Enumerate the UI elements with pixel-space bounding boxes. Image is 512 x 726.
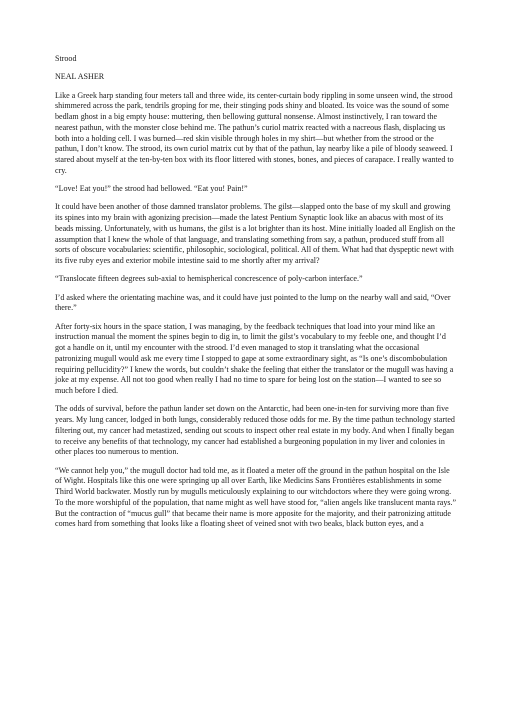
paragraph: I’d asked where the orientating machine was, and it could have just pointed to the lump on the nearby wall and said, “Over there.” (55, 292, 451, 313)
paragraph: The odds of survival, before the pathun lander set down on the Antarctic, had been one-in-ten for surviving more than five years. My lung cancer, lodged in both lungs, considerably reduced those odds for me. By the time pathun technology started filtering out, my cancer had metastized, sending out scouts to inspect other real estate in my body. And when I finally began to receive any benefits of that technology, my cancer had established a burgeoning population in my liver and colonies in other places too numerous to mention. (55, 404, 455, 457)
paragraph: “We cannot help you,” the mugull doctor had told me, as it floated a meter off the ground in the pathun hospital on the Isle of Wight. Hospitals like this one were springing up all over Earth, like Medicins Sans Frontières establishments in some Third World backwater. Mostly run by mugulls meticulously explaining to our witchdoctors where they were going wrong. To the more worshipful of the population, that name might as well have stood for, “alien angels like translucent manta rays.” But the contraction of “mucus gull” that became their name is more apposite for the majority, and their patronizing attitude comes hard from something that looks like a floating sheet of veined snot with two beaks, black button eyes, and a (55, 465, 457, 529)
story-title: Strood (55, 54, 77, 63)
paragraph: It could have been another of those damned translator problems. The gilst—slapped onto the base of my skull and growing its spines into my brain with agonizing precision—made the latest Pentium Synaptic look like an abacus with most of its beads missing. Unfortunately, with us humans, the gilst is a lot brighter than its host. Mine initially loaded all English on the assumption that I knew the whole of that language, and translating something from say, a pathun, produced stuff from all sorts of obscure vocabularies: scientific, philosophic, sociological, political. All of them. What had that dyspeptic newt with its five ruby eyes and exterior mobile intestine said to me shortly after my arrival? (55, 202, 456, 265)
document-page (55, 54, 457, 538)
paragraph: “Translocate fifteen degrees sub-axial to hemispherical concrescence of poly-carbon interface.” (55, 274, 363, 284)
paragraph: After forty-six hours in the space station, I was managing, by the feedback techniques that load into your mind like an instruction manual the moment the spines begin to dig in, to limit the gilst’s vocabulary to my feeble one, and thought I’d got a handle on it, until my encounter with the strood. I’d even managed to stop it translating what the occasional patronizing mugull would ask me every time I stopped to gape at some extraordinary sight, as “Is one’s discombobulation requiring pellucidity?” I knew the words, but couldn’t shake the feeling that either the translator or the mugull was having a joke at my expense. All not too good when really I had no time to spare for being lost on the station—I wanted to see so much before I died. (55, 321, 454, 395)
story-author: NEAL ASHER (55, 72, 105, 82)
paragraph: “Love! Eat you!” the strood had bellowed. “Eat you! Pain!” (55, 184, 248, 193)
paragraph: Like a Greek harp standing four meters tall and three wide, its center-curtain body rippling in some unseen wind, the strood shimmered across the park, tendrils groping for me, their stinging pods shiny and bloated. Its voice was the sound of some bedlam ghost in a big empty house: muttering, then bellowing guttural nonsense. Almost instinctively, I ran toward the nearest pathun, with the monster close behind me. The pathun’s curiol matrix reacted with a nacreous flash, displacing us both into a holding cell. I was burned—red skin visible through holes in my shirt—but whether from the strood or the pathun, I don’t know. The strood, its own curiol matrix cut by that of the pathun, lay nearby like a pile of bloody seaweed. I stared about myself at the ten-by-ten box with its floor littered with stones, bones, and pieces of carapace. I really wanted to cry. (55, 90, 454, 175)
